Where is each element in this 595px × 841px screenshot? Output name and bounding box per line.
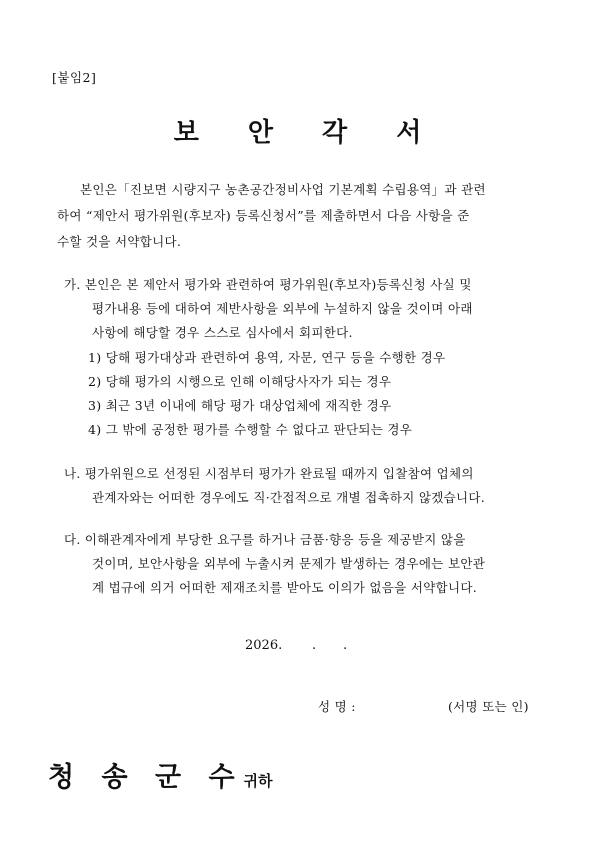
date-day-dot: . [343, 638, 348, 653]
intro-line: 본인은「진보면 시량지구 농촌공간정비사업 기본계획 수립용역」과 관련 [80, 182, 486, 197]
signature-label: 성 명 : [318, 699, 356, 714]
item-na-line: 관계자와는 어떠한 경우에도 직·간접적으로 개별 접촉하지 않겠습니다. [92, 490, 486, 505]
sub-item: 4) 그 밖에 공정한 평가를 수행할 수 없다고 판단되는 경우 [88, 422, 413, 437]
recipient [48, 755, 273, 794]
date-month-dot: . [312, 638, 317, 653]
item-da-line: 것이며, 보안사항을 외부에 누출시켜 문제가 발생하는 경우에는 보안관 [92, 556, 486, 571]
item-ga-line: 사항에 해당할 경우 스스로 심사에서 회피한다. [92, 325, 353, 340]
item-ga-line: 평가내용 등에 대하여 제반사항을 외부에 누설하지 않을 것이며 아래 [92, 301, 473, 316]
recipient-suffix: 귀하 [243, 772, 273, 790]
intro-line: 수할 것을 서약합니다. [57, 234, 182, 249]
sub-item: 2) 당해 평가의 시행으로 인해 이해당사자가 되는 경우 [88, 374, 392, 389]
attachment-label: [붙임2] [52, 70, 97, 85]
intro-line: 하여 “제안서 평가위원(후보자) 등록신청서”를 제출하면서 다음 사항을 준 [57, 208, 470, 223]
date-year: 2026. [245, 638, 283, 653]
sub-item: 3) 최근 3년 이내에 해당 평가 대상업체에 재직한 경우 [88, 398, 392, 413]
sub-item: 1) 당해 평가대상과 관련하여 용역, 자문, 연구 등을 수행한 경우 [88, 350, 446, 365]
item-na-line: 나. 평가위원으로 선정된 시점부터 평가가 완료될 때까지 입찰참여 업체의 [64, 466, 474, 481]
recipient-name: 청 송 군 수 [48, 762, 244, 793]
item-da-line: 계 법규에 의거 어떠한 제재조치를 받아도 이의가 없음을 서약합니다. [92, 580, 477, 595]
item-da-line: 다. 이해관계자에게 부당한 요구를 하거나 금품·향응 등을 제공받지 않을 [64, 532, 466, 547]
signature-note: (서명 또는 인) [448, 699, 529, 714]
item-ga-line: 가. 본인은 본 제안서 평가와 관련하여 평가위원(후보자)등록신청 사실 및 [64, 277, 472, 292]
document-title: 보 안 각 서 [173, 118, 442, 148]
